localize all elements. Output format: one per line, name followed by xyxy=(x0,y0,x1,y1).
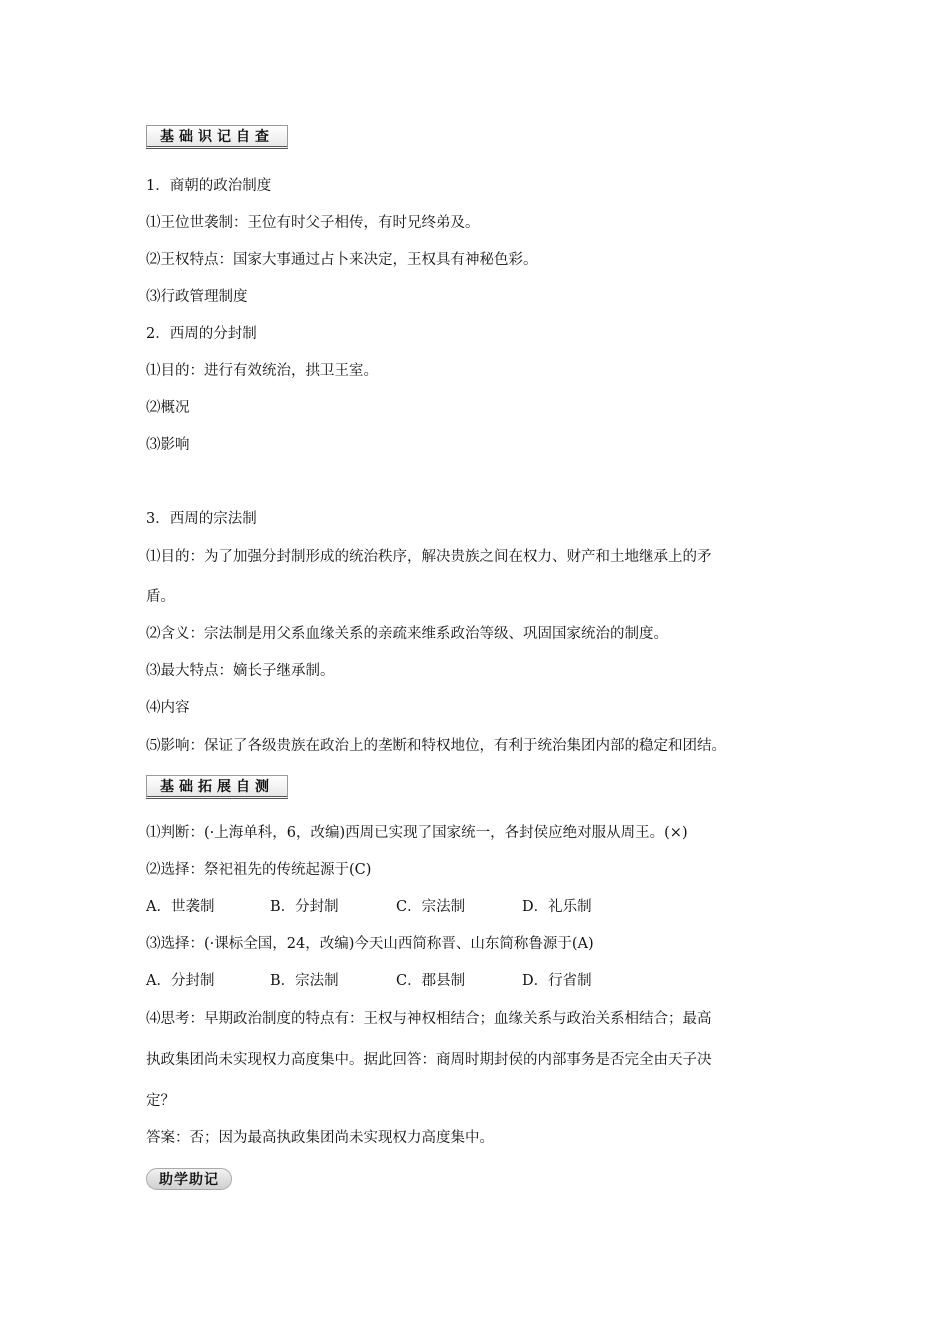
text-line: 盾。 xyxy=(146,589,175,605)
question-1: ⑴判断：(·上海单科，6，改编)西周已实现了国家统一，各封侯应绝对服从周王。(×) xyxy=(146,825,688,841)
question-4-line-2: 执政集团尚未实现权力高度集中。据此回答：商周时期封侯的内部事务是否完全由天子决 xyxy=(146,1052,712,1068)
question-3: ⑶选择：(·课标全国，24，改编)今天山西简称晋、山东简称鲁源于(A) xyxy=(146,936,594,952)
heading-western-zhou-clan: 3．西周的宗法制 xyxy=(146,511,257,527)
heading-shang-politics: 1．商朝的政治制度 xyxy=(146,178,272,194)
text-line: ⑶行政管理制度 xyxy=(146,289,248,305)
question-2-options xyxy=(146,897,826,917)
question-2: ⑵选择：祭祀祖先的传统起源于(C) xyxy=(146,862,372,878)
text-line: ⑶影响 xyxy=(146,437,190,453)
option-a: A．分封制 xyxy=(146,973,215,989)
text-line: ⑴目的：进行有效统治，拱卫王室。 xyxy=(146,363,378,379)
text-line: ⑵王权特点：国家大事通过占卜来决定，王权具有神秘色彩。 xyxy=(146,252,538,268)
option-d: D．行省制 xyxy=(522,973,592,989)
question-4-line-3: 定？ xyxy=(146,1093,175,1109)
option-c: C．宗法制 xyxy=(396,899,466,915)
text-line: ⑵含义：宗法制是用父系血缘关系的亲疏来维系政治等级、巩固国家统治的制度。 xyxy=(146,626,668,642)
option-a: A．世袭制 xyxy=(146,899,215,915)
question-3-options xyxy=(146,971,826,991)
section-banner-study-aid: 助学助记 xyxy=(146,1168,232,1190)
section-banner-expansion-test: 基础拓展自测 xyxy=(146,775,288,799)
text-line: ⑴目的：为了加强分封制形成的统治秩序，解决贵族之间在权力、财产和土地继承上的矛 xyxy=(146,549,712,565)
option-c: C．郡县制 xyxy=(396,973,466,989)
text-line: ⑸影响：保证了各级贵族在政治上的垄断和特权地位，有利于统治集团内部的稳定和团结。 xyxy=(146,738,726,754)
option-d: D．礼乐制 xyxy=(522,899,592,915)
heading-western-zhou-fief: 2．西周的分封制 xyxy=(146,326,257,342)
answer-line: 答案：否；因为最高执政集团尚未实现权力高度集中。 xyxy=(146,1130,494,1146)
option-b: B．分封制 xyxy=(270,899,339,915)
question-4-line-1: ⑷思考：早期政治制度的特点有：王权与神权相结合；血缘关系与政治关系相结合；最高 xyxy=(146,1011,712,1027)
option-b: B．宗法制 xyxy=(270,973,339,989)
text-line: ⑷内容 xyxy=(146,700,190,716)
text-line: ⑵概况 xyxy=(146,400,190,416)
text-line: ⑶最大特点：嫡长子继承制。 xyxy=(146,663,335,679)
section-banner-basic-recall: 基础识记自查 xyxy=(146,125,288,149)
text-line: ⑴王位世袭制：王位有时父子相传，有时兄终弟及。 xyxy=(146,215,480,231)
